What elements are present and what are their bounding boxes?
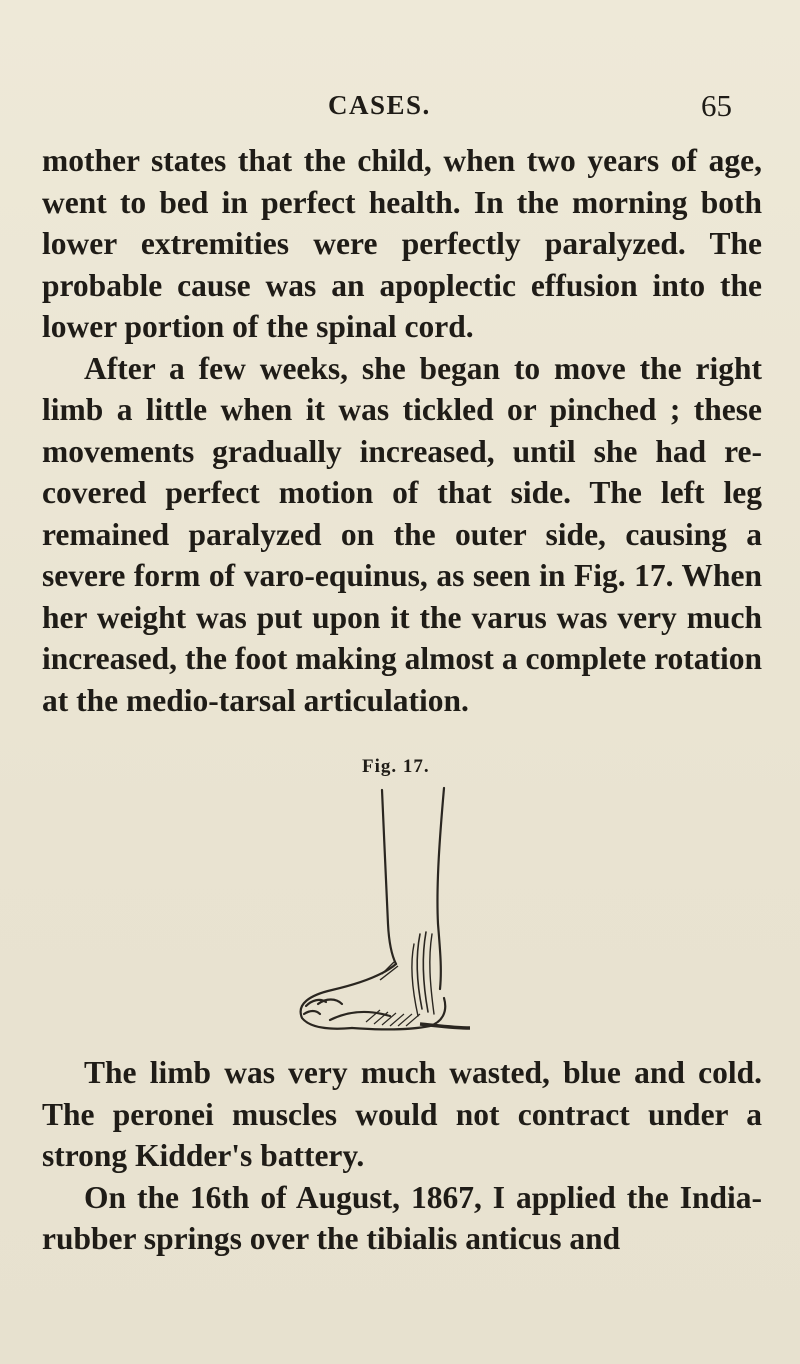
body-text-top — [42, 140, 762, 721]
figure-caption: Fig. 17. — [362, 756, 430, 777]
running-title: CASES. — [328, 90, 431, 120]
paragraph-4: On the 16th of August, 1867, I applied the India-rubber springs over the tibialis anticus and — [42, 1179, 762, 1256]
paragraph-3: The limb was very much wasted, blue and cold. The peronei muscles would not contract under a strong Kidder's battery. — [42, 1055, 762, 1173]
paragraph-2: After a few weeks, she began to move the right limb a little when it was tickled or pinched ; these movements gradually increased, until she had recovered perfect motion of that side. The left leg remained paralyzed on the outer side, causing a severe form of varo-equinus, as seen in Fig. 17. When her weight was put upon it the varus was very much increased, the foot making almost a complete rotation at the medio-tarsal articulation. — [42, 350, 762, 718]
page-number: 65 — [701, 88, 732, 123]
varo-equinus-foot-illustration — [270, 784, 530, 1034]
body-text-bottom — [42, 1052, 762, 1260]
figure-17 — [270, 756, 530, 1036]
running-head — [38, 86, 762, 126]
paragraph-1: mother states that the child, when two years of age, went to bed in perfect health. In the morning both lower extremities were perfectly paralyzed. The probable cause was an apoplectic effusion into the lower portion of the spinal cord. — [42, 143, 762, 344]
